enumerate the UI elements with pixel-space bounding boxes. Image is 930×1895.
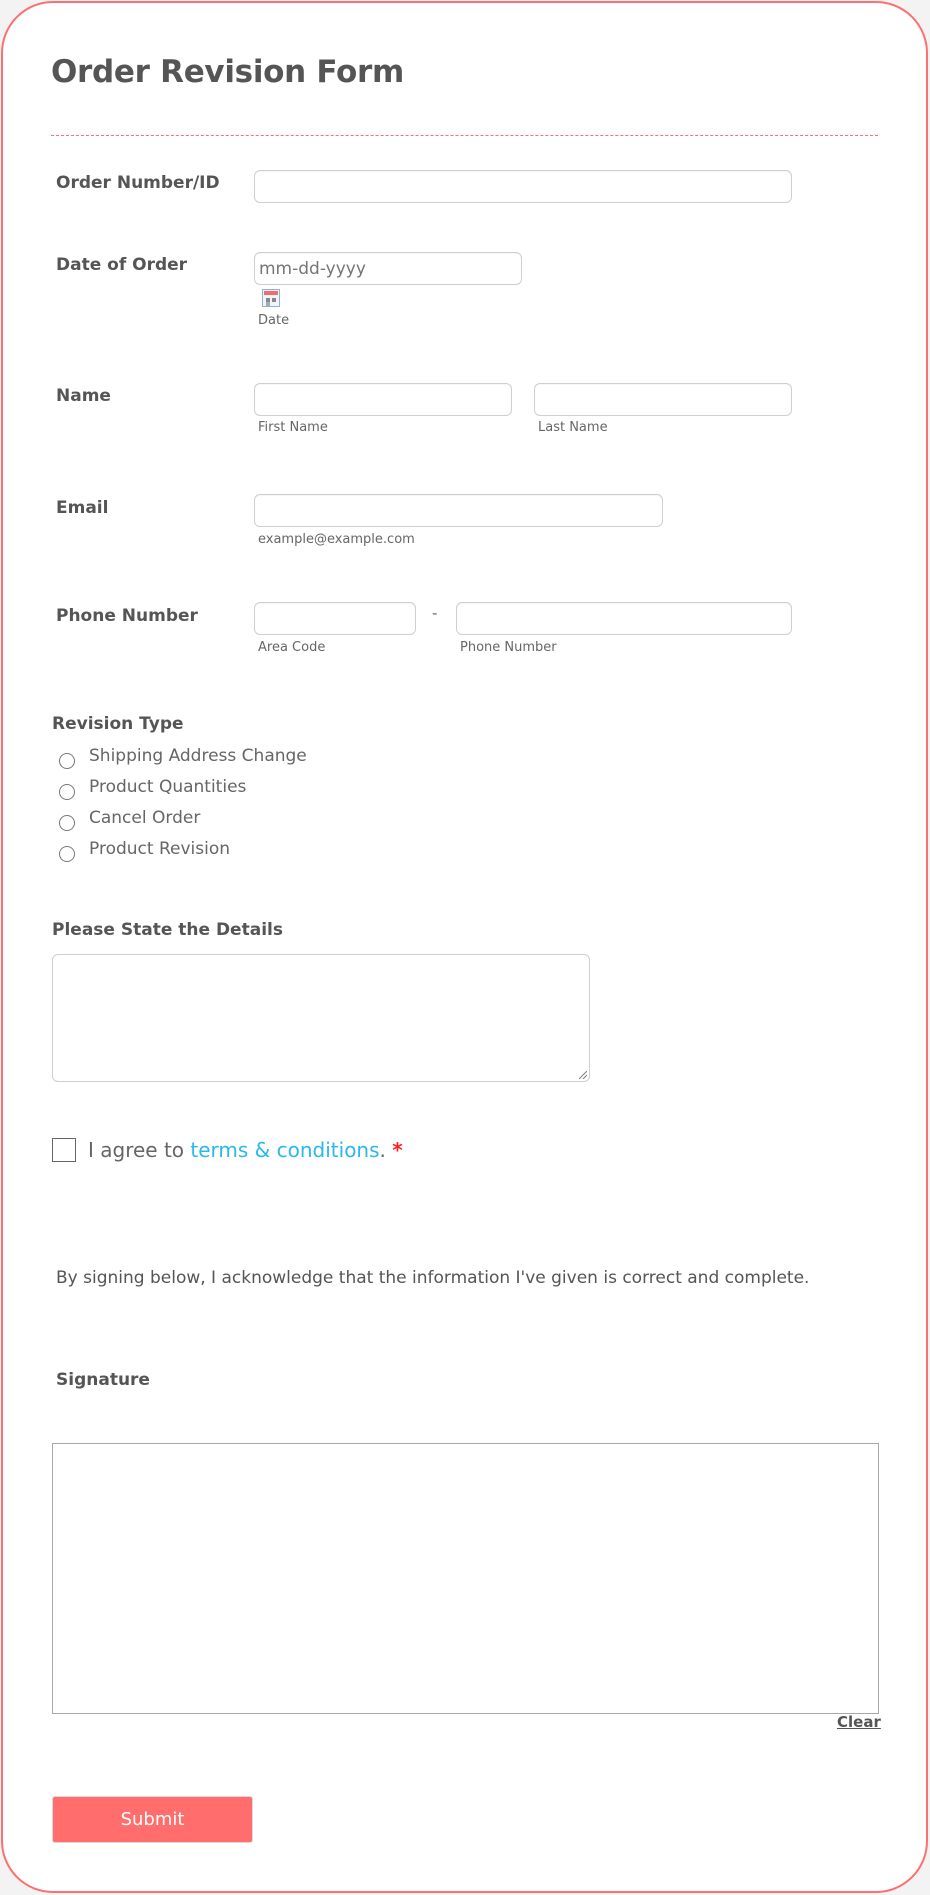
order-number-input[interactable] — [254, 170, 792, 203]
resize-handle-icon[interactable] — [579, 1071, 587, 1079]
email-label: Email — [56, 498, 109, 518]
terms-prefix: I agree to — [88, 1138, 191, 1162]
clear-signature-link[interactable]: Clear — [837, 1713, 881, 1731]
date-of-order-input[interactable] — [254, 252, 522, 285]
terms-checkbox[interactable] — [52, 1138, 76, 1162]
date-sublabel: Date — [258, 313, 290, 328]
terms-text — [88, 1138, 403, 1162]
acknowledgement-text: By signing below, I acknowledge that the information I've given is correct and complete. — [56, 1268, 810, 1288]
details-textarea[interactable] — [52, 954, 590, 1082]
details-label: Please State the Details — [52, 920, 283, 940]
area-code-sublabel: Area Code — [258, 640, 326, 655]
phone-separator: - — [432, 604, 438, 622]
area-code-input[interactable] — [254, 602, 416, 635]
phone-number-input[interactable] — [456, 602, 792, 635]
signature-pad[interactable] — [52, 1443, 879, 1714]
phone-label: Phone Number — [56, 606, 198, 626]
required-asterisk: * — [392, 1138, 403, 1162]
date-of-order-label: Date of Order — [56, 255, 188, 275]
first-name-input[interactable] — [254, 383, 512, 416]
radio-product-revision[interactable] — [59, 846, 75, 862]
radio-product-quantities[interactable] — [59, 784, 75, 800]
radio-label[interactable]: Product Quantities — [89, 777, 247, 797]
radio-label[interactable]: Product Revision — [89, 839, 230, 859]
submit-button[interactable]: Submit — [52, 1796, 253, 1843]
radio-label[interactable]: Shipping Address Change — [89, 746, 307, 766]
radio-label[interactable]: Cancel Order — [89, 808, 201, 828]
last-name-sublabel: Last Name — [538, 420, 608, 435]
email-sublabel: example@example.com — [258, 532, 415, 547]
last-name-input[interactable] — [534, 383, 792, 416]
first-name-sublabel: First Name — [258, 420, 328, 435]
radio-shipping-address-change[interactable] — [59, 753, 75, 769]
terms-suffix: . — [379, 1138, 386, 1162]
email-input[interactable] — [254, 494, 663, 527]
name-label: Name — [56, 386, 111, 406]
revision-type-label: Revision Type — [52, 714, 184, 734]
form-title: Order Revision Form — [51, 54, 405, 90]
phone-number-sublabel: Phone Number — [460, 640, 557, 655]
signature-label: Signature — [56, 1370, 150, 1390]
title-divider — [51, 135, 878, 136]
calendar-icon[interactable] — [262, 289, 280, 307]
order-number-label: Order Number/ID — [56, 173, 220, 193]
terms-link[interactable]: terms & conditions — [190, 1138, 380, 1162]
radio-cancel-order[interactable] — [59, 815, 75, 831]
